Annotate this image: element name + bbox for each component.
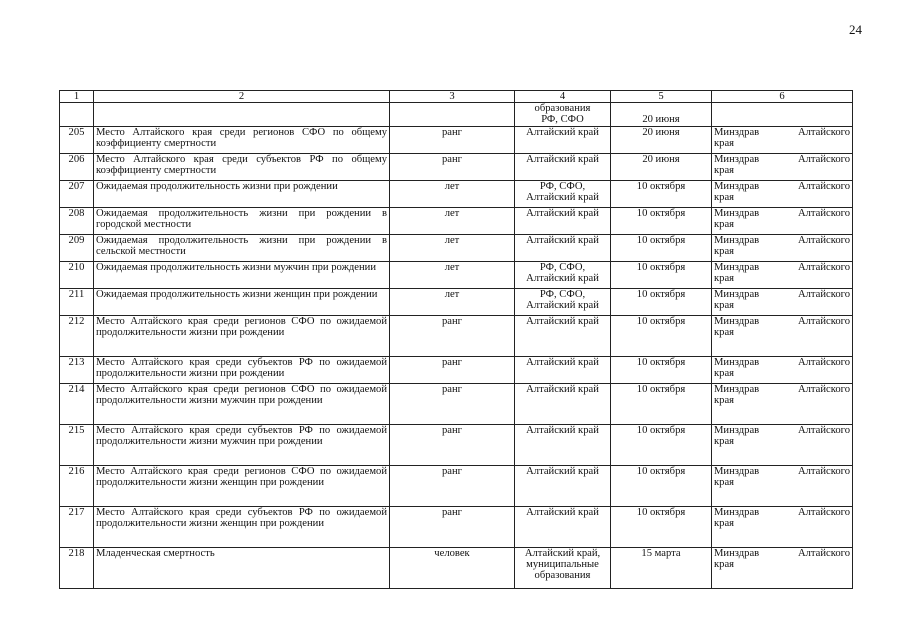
agency-line [714, 154, 850, 165]
agency-word: Алтайского [797, 289, 850, 300]
source-line: Алтайский край [526, 466, 599, 477]
carryover-row [60, 103, 853, 127]
column-number: 3 [390, 91, 515, 103]
source-line: Алтайский край [526, 384, 599, 395]
carryover-source [515, 103, 611, 127]
agency-word: Минздрав [714, 425, 760, 436]
agency-word: Алтайского [797, 507, 850, 518]
row-number: 207 [60, 181, 94, 208]
row-number: 212 [60, 316, 94, 357]
agency-word: Алтайского [797, 262, 850, 273]
source-line: РФ, СФО, [539, 181, 586, 192]
row-number: 205 [60, 127, 94, 154]
responsible-agency [712, 466, 853, 507]
data-level [515, 208, 611, 235]
unit-of-measure: лет [390, 181, 515, 208]
table-row [60, 235, 853, 262]
source-line: Алтайский край [526, 357, 599, 368]
agency-word: края [714, 165, 735, 176]
date-value: 20 июня [642, 114, 680, 125]
data-level [515, 127, 611, 154]
unit-of-measure: ранг [390, 425, 515, 466]
source-line: Алтайский край [526, 235, 599, 246]
submission-date: 10 октября [611, 235, 712, 262]
agency-word: Алтайского [797, 357, 850, 368]
agency-word: Минздрав [714, 262, 760, 273]
table-row [60, 154, 853, 181]
agency-line [714, 208, 850, 219]
carryover-desc [94, 103, 390, 127]
indicator-description: Ожидаемая продолжительность жизни при рождении [94, 181, 390, 208]
row-number: 211 [60, 289, 94, 316]
responsible-agency [712, 548, 853, 589]
unit-of-measure: ранг [390, 507, 515, 548]
data-level [515, 181, 611, 208]
agency-line [714, 507, 850, 518]
indicator-description: Место Алтайского края среди субъектов РФ по ожидаемой продолжительности жизни мужчин при рождении [94, 425, 390, 466]
unit-of-measure: ранг [390, 127, 515, 154]
submission-date: 10 октября [611, 384, 712, 425]
table-row [60, 357, 853, 384]
agency-word: края [714, 192, 735, 203]
row-number: 213 [60, 357, 94, 384]
unit-of-measure: ранг [390, 316, 515, 357]
agency-word: Алтайского [797, 548, 850, 559]
row-number: 206 [60, 154, 94, 181]
indicator-description: Ожидаемая продолжительность жизни при рождении в городской местности [94, 208, 390, 235]
source-line: РФ, СФО, [539, 262, 586, 273]
submission-date: 20 июня [611, 127, 712, 154]
unit-of-measure: ранг [390, 466, 515, 507]
agency-line [714, 289, 850, 300]
indicator-description: Место Алтайского края среди регионов СФО по ожидаемой продолжительности жизни мужчин при рождении [94, 384, 390, 425]
agency-word: края [714, 559, 735, 570]
submission-date: 10 октября [611, 425, 712, 466]
table-row [60, 507, 853, 548]
unit-of-measure: ранг [390, 154, 515, 181]
source-line: Алтайский край [526, 507, 599, 518]
carryover-num [60, 103, 94, 127]
responsible-agency [712, 208, 853, 235]
submission-date: 10 октября [611, 357, 712, 384]
agency-word: Алтайского [797, 466, 850, 477]
column-number: 1 [60, 91, 94, 103]
agency-word: края [714, 300, 735, 311]
agency-word: края [714, 436, 735, 447]
submission-date: 10 октября [611, 289, 712, 316]
submission-date: 10 октября [611, 316, 712, 357]
table-row [60, 127, 853, 154]
table-row [60, 466, 853, 507]
unit-of-measure: ранг [390, 384, 515, 425]
agency-line [714, 235, 850, 246]
responsible-agency [712, 507, 853, 548]
column-number: 4 [515, 91, 611, 103]
row-number: 209 [60, 235, 94, 262]
indicator-description: Ожидаемая продолжительность жизни женщин при рождении [94, 289, 390, 316]
agency-word: края [714, 273, 735, 284]
agency-word: Минздрав [714, 235, 760, 246]
agency-word: края [714, 518, 735, 529]
agency-word: Алтайского [797, 181, 850, 192]
table-row [60, 289, 853, 316]
agency-word: Минздрав [714, 181, 760, 192]
agency-line [714, 127, 850, 138]
submission-date: 10 октября [611, 181, 712, 208]
table-row [60, 384, 853, 425]
agency-line [714, 262, 850, 273]
data-level [515, 357, 611, 384]
page-number: 24 [849, 22, 862, 37]
column-number: 6 [712, 91, 853, 103]
indicator-description: Место Алтайского края среди регионов СФО по общему коэффициенту смертности [94, 127, 390, 154]
agency-line [714, 548, 850, 559]
agency-word: Алтайского [797, 425, 850, 436]
responsible-agency [712, 235, 853, 262]
responsible-agency [712, 425, 853, 466]
agency-word: края [714, 477, 735, 488]
agency-word: края [714, 138, 735, 149]
agency-word: Минздрав [714, 384, 760, 395]
responsible-agency [712, 316, 853, 357]
agency-line [714, 425, 850, 436]
table-row [60, 208, 853, 235]
data-level [515, 235, 611, 262]
agency-word: края [714, 395, 735, 406]
row-number: 208 [60, 208, 94, 235]
submission-date: 20 июня [611, 154, 712, 181]
agency-line [714, 384, 850, 395]
source-line: РФ, СФО, [539, 289, 586, 300]
submission-date: 10 октября [611, 507, 712, 548]
data-level [515, 548, 611, 589]
unit-of-measure: ранг [390, 357, 515, 384]
agency-word: Алтайского [797, 316, 850, 327]
unit-of-measure: лет [390, 289, 515, 316]
table-row [60, 425, 853, 466]
agency-word: Алтайского [797, 127, 850, 138]
column-number: 5 [611, 91, 712, 103]
indicator-description: Место Алтайского края среди регионов СФО по ожидаемой продолжительности жизни женщин при рождении [94, 466, 390, 507]
indicator-description: Ожидаемая продолжительность жизни мужчин при рождении [94, 262, 390, 289]
responsible-agency [712, 262, 853, 289]
column-number-row [60, 91, 853, 103]
agency-line [714, 466, 850, 477]
carryover-exec [712, 103, 853, 127]
source-line: Алтайский край [526, 300, 599, 311]
unit-of-measure: лет [390, 208, 515, 235]
source-line: Алтайский край [526, 273, 599, 284]
responsible-agency [712, 127, 853, 154]
agency-word: Минздрав [714, 127, 760, 138]
row-number: 218 [60, 548, 94, 589]
agency-word: Минздрав [714, 154, 760, 165]
source-line: Алтайский край [526, 208, 599, 219]
unit-of-measure: лет [390, 235, 515, 262]
carryover-unit [390, 103, 515, 127]
source-line: Алтайский край [526, 316, 599, 327]
source-line: образования [534, 570, 591, 581]
agency-word: Минздрав [714, 548, 760, 559]
agency-word: Минздрав [714, 208, 760, 219]
agency-word: Алтайского [797, 384, 850, 395]
indicator-description: Место Алтайского края среди субъектов РФ по ожидаемой продолжительности жизни женщин при рождении [94, 507, 390, 548]
agency-word: края [714, 246, 735, 257]
agency-word: Минздрав [714, 316, 760, 327]
submission-date: 10 октября [611, 208, 712, 235]
agency-word: Алтайского [797, 208, 850, 219]
agency-word: края [714, 327, 735, 338]
agency-line [714, 316, 850, 327]
agency-word: Минздрав [714, 466, 760, 477]
source-line: муниципальные [526, 559, 599, 570]
data-level [515, 316, 611, 357]
data-level [515, 384, 611, 425]
agency-word: края [714, 219, 735, 230]
carryover-date [611, 103, 712, 127]
table-row [60, 181, 853, 208]
column-number: 2 [94, 91, 390, 103]
data-level [515, 507, 611, 548]
row-number: 215 [60, 425, 94, 466]
table-row [60, 262, 853, 289]
responsible-agency [712, 289, 853, 316]
row-number: 217 [60, 507, 94, 548]
agency-word: Алтайского [797, 235, 850, 246]
source-line: РФ, СФО [541, 114, 584, 125]
responsible-agency [712, 154, 853, 181]
table-body [60, 127, 853, 589]
row-number: 210 [60, 262, 94, 289]
responsible-agency [712, 357, 853, 384]
data-level [515, 425, 611, 466]
table-row [60, 316, 853, 357]
source-line: Алтайский край [526, 127, 599, 138]
responsible-agency [712, 181, 853, 208]
agency-word: края [714, 368, 735, 379]
source-line: Алтайский край [526, 425, 599, 436]
source-line: Алтайский край [526, 154, 599, 165]
unit-of-measure: лет [390, 262, 515, 289]
agency-line [714, 181, 850, 192]
indicator-description: Место Алтайского края среди субъектов РФ по общему коэффициенту смертности [94, 154, 390, 181]
indicator-description: Ожидаемая продолжительность жизни при рождении в сельской местности [94, 235, 390, 262]
indicator-description: Место Алтайского края среди субъектов РФ по ожидаемой продолжительности жизни при рождении [94, 357, 390, 384]
agency-line [714, 357, 850, 368]
data-level [515, 466, 611, 507]
indicator-description: Место Алтайского края среди регионов СФО по ожидаемой продолжительности жизни при рождении [94, 316, 390, 357]
source-line: Алтайский край, [524, 548, 601, 559]
unit-of-measure: человек [390, 548, 515, 589]
table-row [60, 548, 853, 589]
data-level [515, 262, 611, 289]
agency-word: Минздрав [714, 507, 760, 518]
row-number: 216 [60, 466, 94, 507]
data-level [515, 154, 611, 181]
responsible-agency [712, 384, 853, 425]
row-number: 214 [60, 384, 94, 425]
submission-date: 10 октября [611, 262, 712, 289]
submission-date: 10 октября [611, 466, 712, 507]
submission-date: 15 марта [611, 548, 712, 589]
agency-word: Алтайского [797, 154, 850, 165]
data-level [515, 289, 611, 316]
agency-word: Минздрав [714, 357, 760, 368]
source-line: образования [534, 103, 591, 114]
source-line: Алтайский край [526, 192, 599, 203]
indicators-table [59, 90, 853, 589]
indicator-description: Младенческая смертность [94, 548, 390, 589]
agency-word: Минздрав [714, 289, 760, 300]
